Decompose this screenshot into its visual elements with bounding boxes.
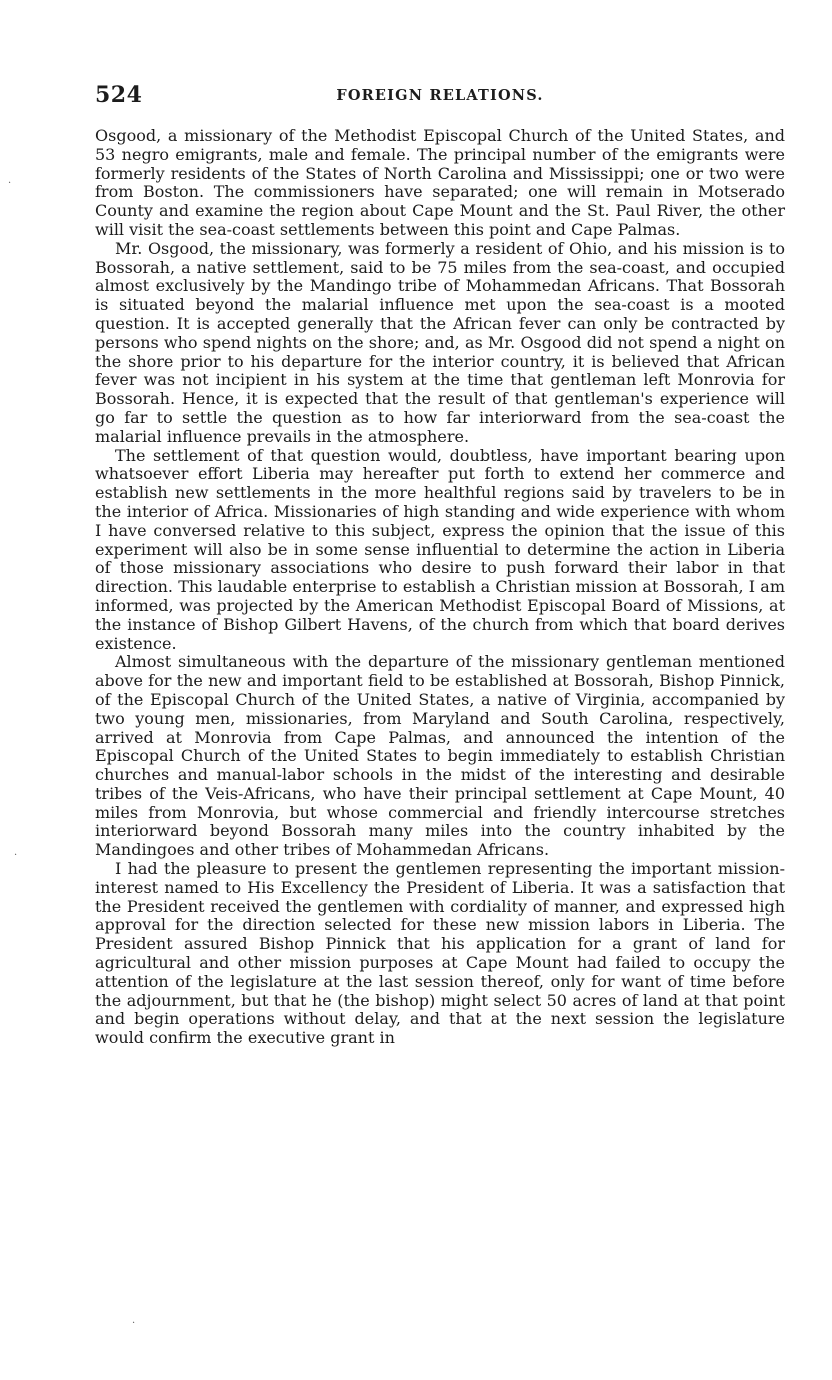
margin-speck: · [8,178,12,189]
paragraph: I had the pleasure to present the gentlemen representing the important mission-interest named to His Excellency the President of Liberia. It was a satisfaction that the President received the gentlemen with cordiality of manner, and expressed high approval for the direction selected for these new mission labors in Liberia. The President assured Bishop Pinnick that his application for a grant of land for agricultural and other mission purposes at Cape Mount had failed to occupy the attention of the legislature at the last session thereof, only for want of time before the adjournment, but that he (the bishop) might select 50 acres of land at that point and begin operations without delay, and that at the next session the legislature would confirm the executive grant in [95,859,785,1048]
paragraph: Almost simultaneous with the departure of the missionary gentleman mentioned above for the new and important field to be established at Bossorah, Bishop Pinnick, of the Episcopal Church of the United States, a native of Virginia, accompanied by two young men, missionaries, from Maryland and South Carolina, respectively, arrived at Monrovia from Cape Palmas, and announced the intention of the Episcopal Church of the United States to begin immediately to establish Christian churches and manual-labor schools in the midst of the interesting and desirable tribes of the Veis-Africans, who have their principal settlement at Cape Mount, 40 miles from Monrovia, but whose commercial and friendly intercourse stretches interiorward beyond Bossorah many miles into the country inhabited by the Mandingoes and other tribes of Mohammedan Africans. [95,652,785,860]
paragraph: The settlement of that question would, doubtless, have important bearing upon whatsoever effort Liberia may hereafter put forth to extend her commerce and establish new settlements in the more healthful regions said by travelers to be in the interior of Africa. Missionaries of high standing and wide experience with whom I have conversed relative to this subject, express the opinion that the issue of this experiment will also be in some sense influential to determine the action in Liberia of those missionary associations who desire to push forward their labor in that direction. This laudable enterprise to establish a Christian mission at Bossorah, I am informed, was projected by the American Methodist Episcopal Board of Missions, at the instance of Bishop Gilbert Havens, of the church from which that board derives existence. [95,445,785,653]
running-head: FOREIGN RELATIONS. [336,87,544,104]
body-text [95,127,785,1048]
margin-speck: · [132,1318,136,1329]
page-number: 524 [95,82,143,108]
margin-speck: · [14,850,18,861]
page-header [95,82,785,114]
paragraph: Mr. Osgood, the missionary, was formerly a resident of Ohio, and his mission is to Bossorah, a native settlement, said to be 75 miles from the sea-coast, and occupied almost exclusively by the Mandingo tribe of Mohammedan Africans. That Bossorah is situated beyond the malarial influence met upon the sea-coast is a mooted question. It is accepted generally that the African fever can only be contracted by persons who spend nights on the shore; and, as Mr. Osgood did not spend a night on the shore prior to his departure for the interior country, it is believed that African fever was not incipient in his system at the time that gentleman left Monrovia for Bossorah. Hence, it is expected that the result of that gentleman's experience will go far to settle the question as to how far interiorward from the sea-coast the malarial influence prevails in the atmosphere. [95,238,785,446]
paragraph-continued: Osgood, a missionary of the Methodist Episcopal Church of the United States, and 53 negro emigrants, male and female. The principal number of the emigrants were formerly residents of the States of North Carolina and Mississippi; one or two were from Boston. The commissioners have separated; one will remain in Motserado County and examine the region about Cape Mount and the St. Paul River, the other will visit the sea-coast settlements between this point and Cape Palmas. [95,126,785,239]
